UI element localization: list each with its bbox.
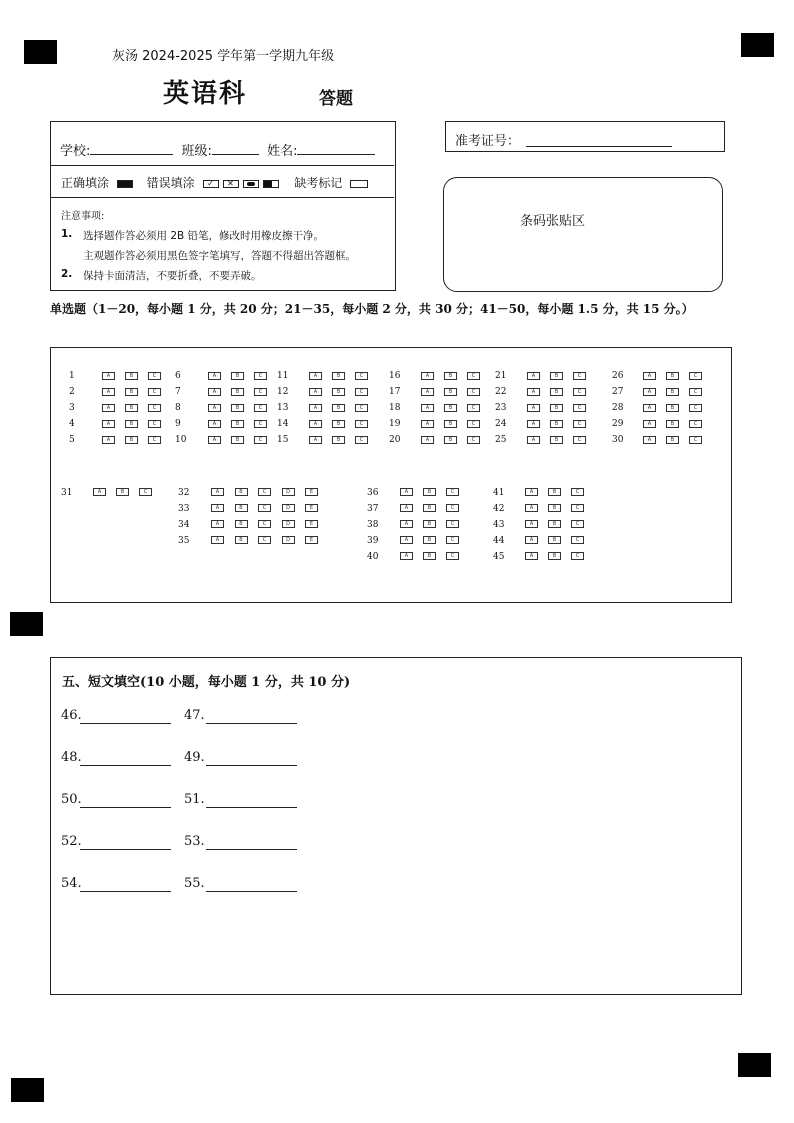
notes-title: 注意事项:	[61, 211, 105, 222]
question-number: 15	[277, 435, 289, 445]
answer-bubble-c[interactable]: C	[689, 420, 702, 428]
answer-bubble-b[interactable]: B	[423, 504, 436, 512]
answer-bubble-a[interactable]: A	[527, 436, 540, 444]
answer-bubble-b[interactable]: B	[231, 420, 244, 428]
answer-bubble-b[interactable]: B	[332, 420, 345, 428]
answer-bubble-b[interactable]: B	[332, 388, 345, 396]
school-label: 学校:	[60, 144, 91, 159]
answer-bubble-b[interactable]: B	[550, 420, 563, 428]
absent-label: 缺考标记	[294, 176, 343, 190]
divider	[51, 197, 394, 198]
school-field[interactable]	[90, 140, 173, 155]
answer-bubble-c[interactable]: C	[446, 536, 459, 544]
answer-bubble-c[interactable]: C	[254, 404, 267, 412]
answer-bubble-b[interactable]: B	[444, 436, 457, 444]
question-number: 32	[178, 488, 190, 498]
answer-bubble-b[interactable]: B	[548, 520, 561, 528]
oval-fill-icon	[243, 180, 259, 188]
question-number: 40	[367, 552, 379, 562]
blank-number: 46.	[61, 708, 82, 723]
answer-bubble-b[interactable]: B	[231, 388, 244, 396]
question-number: 38	[367, 520, 379, 530]
answer-bubble-a[interactable]: A	[525, 520, 538, 528]
answer-bubble-d[interactable]: D	[282, 536, 295, 544]
question-number: 42	[493, 504, 505, 514]
answer-bubble-b[interactable]: B	[548, 552, 561, 560]
note-text: 选择题作答必须用 2B 铅笔，修改时用橡皮擦干净。	[83, 230, 325, 242]
question-number: 45	[493, 552, 505, 562]
question-number: 19	[389, 419, 401, 429]
note-text: 主观题作答必须用黑色签字笔填写，答题不得超出答题框。	[83, 250, 356, 262]
blank-number: 50.	[61, 792, 82, 807]
answer-bubble-a[interactable]: A	[643, 388, 656, 396]
blank-number: 53.	[184, 834, 205, 849]
answer-bubble-a[interactable]: A	[527, 404, 540, 412]
answer-bubble-a[interactable]: A	[208, 420, 221, 428]
answer-bubble-a[interactable]: A	[527, 372, 540, 380]
question-number: 8	[175, 403, 181, 413]
answer-bubble-a[interactable]: A	[421, 372, 434, 380]
answer-bubble-b[interactable]: B	[231, 372, 244, 380]
answer-bubble-b[interactable]: B	[423, 552, 436, 560]
cross-mark-icon: ✕	[223, 180, 239, 188]
question-number: 31	[61, 488, 73, 498]
answer-blank[interactable]	[80, 722, 171, 724]
answer-bubble-a[interactable]: A	[525, 504, 538, 512]
question-number: 28	[612, 403, 624, 413]
answer-bubble-b[interactable]: B	[550, 372, 563, 380]
cloze-title: 五、短文填空(10 小题，每小题 1 分，共 10 分)	[62, 675, 351, 690]
answer-blank[interactable]	[80, 890, 171, 892]
note-num: 1.	[61, 228, 73, 240]
question-number: 21	[495, 371, 507, 381]
answer-bubble-a[interactable]: A	[643, 404, 656, 412]
question-number: 34	[178, 520, 190, 530]
answer-bubble-b[interactable]: B	[550, 404, 563, 412]
alignment-mark-mid-left	[10, 612, 43, 636]
answer-blank[interactable]	[80, 806, 171, 808]
answer-bubble-b[interactable]: B	[666, 388, 679, 396]
answer-bubble-b[interactable]: B	[666, 436, 679, 444]
answer-bubble-a[interactable]: A	[309, 420, 322, 428]
name-label: 姓名:	[267, 144, 298, 159]
blank-number: 51.	[184, 792, 205, 807]
question-number: 10	[175, 435, 187, 445]
answer-bubble-e[interactable]: E	[305, 488, 318, 496]
answer-bubble-c[interactable]: C	[446, 520, 459, 528]
exam-subtitle: 灰汤 2024-2025 学年第一学期九年级	[112, 49, 335, 64]
answer-bubble-c[interactable]: C	[148, 436, 161, 444]
answer-bubble-e[interactable]: E	[305, 536, 318, 544]
blank-number: 52.	[61, 834, 82, 849]
answer-bubble-a[interactable]: A	[208, 372, 221, 380]
question-number: 44	[493, 536, 505, 546]
question-number: 36	[367, 488, 379, 498]
exam-id-label: 准考证号：	[455, 134, 521, 149]
question-number: 16	[389, 371, 401, 381]
answer-bubble-b[interactable]: B	[444, 388, 457, 396]
answer-bubble-a[interactable]: A	[211, 520, 224, 528]
name-field[interactable]	[297, 140, 375, 155]
answer-bubble-b[interactable]: B	[332, 372, 345, 380]
question-number: 11	[277, 371, 289, 381]
question-number: 25	[495, 435, 507, 445]
question-number: 29	[612, 419, 624, 429]
answer-bubble-b[interactable]: B	[666, 372, 679, 380]
question-number: 13	[277, 403, 289, 413]
alignment-mark-top-right	[741, 33, 774, 57]
question-number: 18	[389, 403, 401, 413]
answer-blank[interactable]	[206, 764, 297, 766]
question-number: 9	[175, 419, 181, 429]
note-text: 保持卡面清洁，不要折叠，不要弄破。	[83, 270, 262, 282]
answer-bubble-c[interactable]: C	[258, 504, 271, 512]
correct-fill-label: 正确填涂	[61, 176, 110, 190]
blank-number: 55.	[184, 876, 205, 891]
answer-bubble-c[interactable]: C	[571, 488, 584, 496]
question-number: 27	[612, 387, 624, 397]
answer-bubble-c[interactable]: C	[689, 436, 702, 444]
answer-bubble-a[interactable]: A	[208, 436, 221, 444]
blank-number: 49.	[184, 750, 205, 765]
answer-bubble-b[interactable]: B	[235, 504, 248, 512]
answer-bubble-b[interactable]: B	[125, 436, 138, 444]
answer-bubble-c[interactable]: C	[571, 520, 584, 528]
answer-bubble-b[interactable]: B	[235, 536, 248, 544]
answer-bubble-c[interactable]: C	[258, 536, 271, 544]
answer-bubble-a[interactable]: A	[421, 404, 434, 412]
answer-bubble-a[interactable]: A	[309, 404, 322, 412]
cloze-box	[50, 657, 742, 995]
answer-bubble-c[interactable]: C	[148, 372, 161, 380]
question-number: 12	[277, 387, 289, 397]
answer-bubble-c[interactable]: C	[355, 388, 368, 396]
answer-bubble-c[interactable]: C	[148, 420, 161, 428]
answer-bubble-a[interactable]: A	[525, 552, 538, 560]
answer-bubble-d[interactable]: D	[282, 488, 295, 496]
answer-bubble-a[interactable]: A	[643, 436, 656, 444]
answer-bubble-c[interactable]: C	[446, 504, 459, 512]
answer-bubble-c[interactable]: C	[573, 388, 586, 396]
answer-bubble-a[interactable]: A	[93, 488, 106, 496]
question-number: 5	[69, 435, 75, 445]
question-number: 26	[612, 371, 624, 381]
question-number: 33	[178, 504, 190, 514]
answer-bubble-a[interactable]: A	[421, 420, 434, 428]
answer-bubble-b[interactable]: B	[235, 488, 248, 496]
answer-bubble-b[interactable]: B	[444, 372, 457, 380]
answer-bubble-c[interactable]: C	[148, 388, 161, 396]
half-fill-icon	[263, 180, 279, 188]
student-info-box	[50, 121, 396, 291]
answer-bubble-b[interactable]: B	[444, 404, 457, 412]
answer-bubble-c[interactable]: C	[355, 404, 368, 412]
answer-bubble-b[interactable]: B	[666, 404, 679, 412]
answer-bubble-c[interactable]: C	[573, 420, 586, 428]
note-num: 2.	[61, 268, 73, 280]
answer-bubble-b[interactable]: B	[231, 404, 244, 412]
question-number: 3	[69, 403, 75, 413]
alignment-mark-top-left	[24, 40, 57, 64]
blank-number: 54.	[61, 876, 82, 891]
alignment-mark-bottom-left	[11, 1078, 44, 1102]
check-mark-icon: ✓	[203, 180, 219, 188]
answer-bubble-b[interactable]: B	[125, 372, 138, 380]
question-number: 24	[495, 419, 507, 429]
question-number: 4	[69, 419, 75, 429]
answer-bubble-c[interactable]: C	[355, 436, 368, 444]
answer-bubble-c[interactable]: C	[254, 436, 267, 444]
answer-blank[interactable]	[206, 890, 297, 892]
answer-bubble-c[interactable]: C	[689, 372, 702, 380]
answer-bubble-a[interactable]: A	[102, 372, 115, 380]
question-number: 30	[612, 435, 624, 445]
answer-bubble-c[interactable]: C	[254, 372, 267, 380]
exam-id-box	[445, 121, 725, 152]
answer-blank[interactable]	[206, 806, 297, 808]
blank-number: 48.	[61, 750, 82, 765]
question-number: 22	[495, 387, 507, 397]
answer-bubble-b[interactable]: B	[125, 420, 138, 428]
answer-bubble-b[interactable]: B	[231, 436, 244, 444]
answer-bubble-d[interactable]: D	[282, 520, 295, 528]
answer-bubble-a[interactable]: A	[421, 388, 434, 396]
answer-bubble-c[interactable]: C	[467, 436, 480, 444]
class-field[interactable]	[212, 140, 259, 155]
fill-legend-row	[61, 174, 372, 191]
class-label: 班级:	[181, 144, 212, 159]
question-number: 43	[493, 520, 505, 530]
answer-bubble-b[interactable]: B	[423, 488, 436, 496]
answer-bubble-a[interactable]: A	[208, 388, 221, 396]
answer-bubble-c[interactable]: C	[446, 488, 459, 496]
answer-bubble-c[interactable]: C	[573, 404, 586, 412]
question-number: 41	[493, 488, 505, 498]
answer-bubble-a[interactable]: A	[643, 372, 656, 380]
question-number: 35	[178, 536, 190, 546]
question-number: 37	[367, 504, 379, 514]
page-title: 英语科	[163, 79, 248, 109]
answer-bubble-b[interactable]: B	[548, 488, 561, 496]
answer-bubble-a[interactable]: A	[421, 436, 434, 444]
answer-bubble-c[interactable]: C	[467, 420, 480, 428]
answer-bubble-b[interactable]: B	[444, 420, 457, 428]
answer-bubble-c[interactable]: C	[467, 372, 480, 380]
answer-bubble-b[interactable]: B	[332, 404, 345, 412]
answer-bubble-b[interactable]: B	[235, 520, 248, 528]
answer-bubble-a[interactable]: A	[643, 420, 656, 428]
answer-bubble-a[interactable]: A	[211, 488, 224, 496]
answer-bubble-b[interactable]: B	[332, 436, 345, 444]
answer-bubble-c[interactable]: C	[689, 404, 702, 412]
barcode-area	[443, 177, 723, 292]
answer-bubble-c[interactable]: C	[355, 372, 368, 380]
answer-bubble-c[interactable]: C	[689, 388, 702, 396]
answer-bubble-b[interactable]: B	[125, 388, 138, 396]
answer-bubble-c[interactable]: C	[467, 404, 480, 412]
barcode-label: 条码张贴区	[520, 214, 586, 229]
answer-bubble-a[interactable]: A	[527, 388, 540, 396]
answer-bubble-b[interactable]: B	[423, 536, 436, 544]
answer-bubble-c[interactable]: C	[573, 372, 586, 380]
answer-bubble-a[interactable]: A	[309, 436, 322, 444]
answer-bubble-a[interactable]: A	[400, 520, 413, 528]
answer-bubble-a[interactable]: A	[102, 420, 115, 428]
answer-bubble-d[interactable]: D	[282, 504, 295, 512]
answer-bubble-b[interactable]: B	[550, 388, 563, 396]
question-number: 39	[367, 536, 379, 546]
answer-bubble-c[interactable]: C	[571, 536, 584, 544]
question-number: 2	[69, 387, 75, 397]
answer-bubble-c[interactable]: C	[254, 420, 267, 428]
answer-bubble-e[interactable]: E	[305, 504, 318, 512]
question-number: 23	[495, 403, 507, 413]
answer-bubble-a[interactable]: A	[525, 488, 538, 496]
answer-bubble-b[interactable]: B	[548, 504, 561, 512]
answer-bubble-a[interactable]: A	[309, 372, 322, 380]
answer-blank[interactable]	[206, 848, 297, 850]
answer-bubble-a[interactable]: A	[400, 504, 413, 512]
alignment-mark-bottom-right	[738, 1053, 771, 1077]
blank-number: 47.	[184, 708, 205, 723]
student-info-row	[60, 140, 375, 159]
answer-bubble-a[interactable]: A	[102, 404, 115, 412]
mcq-instructions: 单选题（1－20，每小题 1 分，共 20 分；21－35，每小题 2 分，共 30 分；41－50，每小题 1.5 分，共 15 分。）	[50, 302, 694, 316]
answer-blank[interactable]	[80, 764, 171, 766]
answer-blank[interactable]	[206, 722, 297, 724]
wrong-fill-label: 错误填涂	[146, 176, 195, 190]
page-title-suffix: 答题	[319, 89, 353, 109]
answer-bubble-c[interactable]: C	[258, 520, 271, 528]
answer-bubble-c[interactable]: C	[571, 504, 584, 512]
answer-bubble-c[interactable]: C	[258, 488, 271, 496]
answer-bubble-a[interactable]: A	[211, 504, 224, 512]
answer-bubble-b[interactable]: B	[666, 420, 679, 428]
answer-blank[interactable]	[80, 848, 171, 850]
question-number: 14	[277, 419, 289, 429]
mcq-answer-box	[50, 347, 732, 603]
answer-bubble-a[interactable]: A	[309, 388, 322, 396]
answer-bubble-b[interactable]: B	[550, 436, 563, 444]
question-number: 17	[389, 387, 401, 397]
answer-bubble-c[interactable]: C	[571, 552, 584, 560]
answer-bubble-c[interactable]: C	[139, 488, 152, 496]
answer-bubble-a[interactable]: A	[400, 488, 413, 496]
absent-mark-box[interactable]	[350, 180, 368, 188]
answer-bubble-c[interactable]: C	[254, 388, 267, 396]
answer-bubble-c[interactable]: C	[355, 420, 368, 428]
answer-bubble-a[interactable]: A	[525, 536, 538, 544]
answer-bubble-b[interactable]: B	[548, 536, 561, 544]
question-number: 1	[69, 371, 75, 381]
answer-bubble-a[interactable]: A	[102, 388, 115, 396]
answer-bubble-c[interactable]: C	[446, 552, 459, 560]
question-number: 7	[175, 387, 181, 397]
divider	[51, 165, 394, 166]
answer-bubble-b[interactable]: B	[125, 404, 138, 412]
answer-bubble-a[interactable]: A	[211, 536, 224, 544]
answer-bubble-b[interactable]: B	[423, 520, 436, 528]
answer-bubble-a[interactable]: A	[400, 552, 413, 560]
question-number: 6	[175, 371, 181, 381]
answer-bubble-c[interactable]: C	[148, 404, 161, 412]
correct-fill-sample	[117, 180, 133, 188]
exam-id-field[interactable]	[526, 132, 672, 147]
question-number: 20	[389, 435, 401, 445]
answer-bubble-c[interactable]: C	[573, 436, 586, 444]
answer-bubble-a[interactable]: A	[527, 420, 540, 428]
answer-bubble-b[interactable]: B	[116, 488, 129, 496]
answer-bubble-a[interactable]: A	[102, 436, 115, 444]
answer-bubble-a[interactable]: A	[400, 536, 413, 544]
answer-bubble-a[interactable]: A	[208, 404, 221, 412]
answer-bubble-e[interactable]: E	[305, 520, 318, 528]
answer-bubble-c[interactable]: C	[467, 388, 480, 396]
